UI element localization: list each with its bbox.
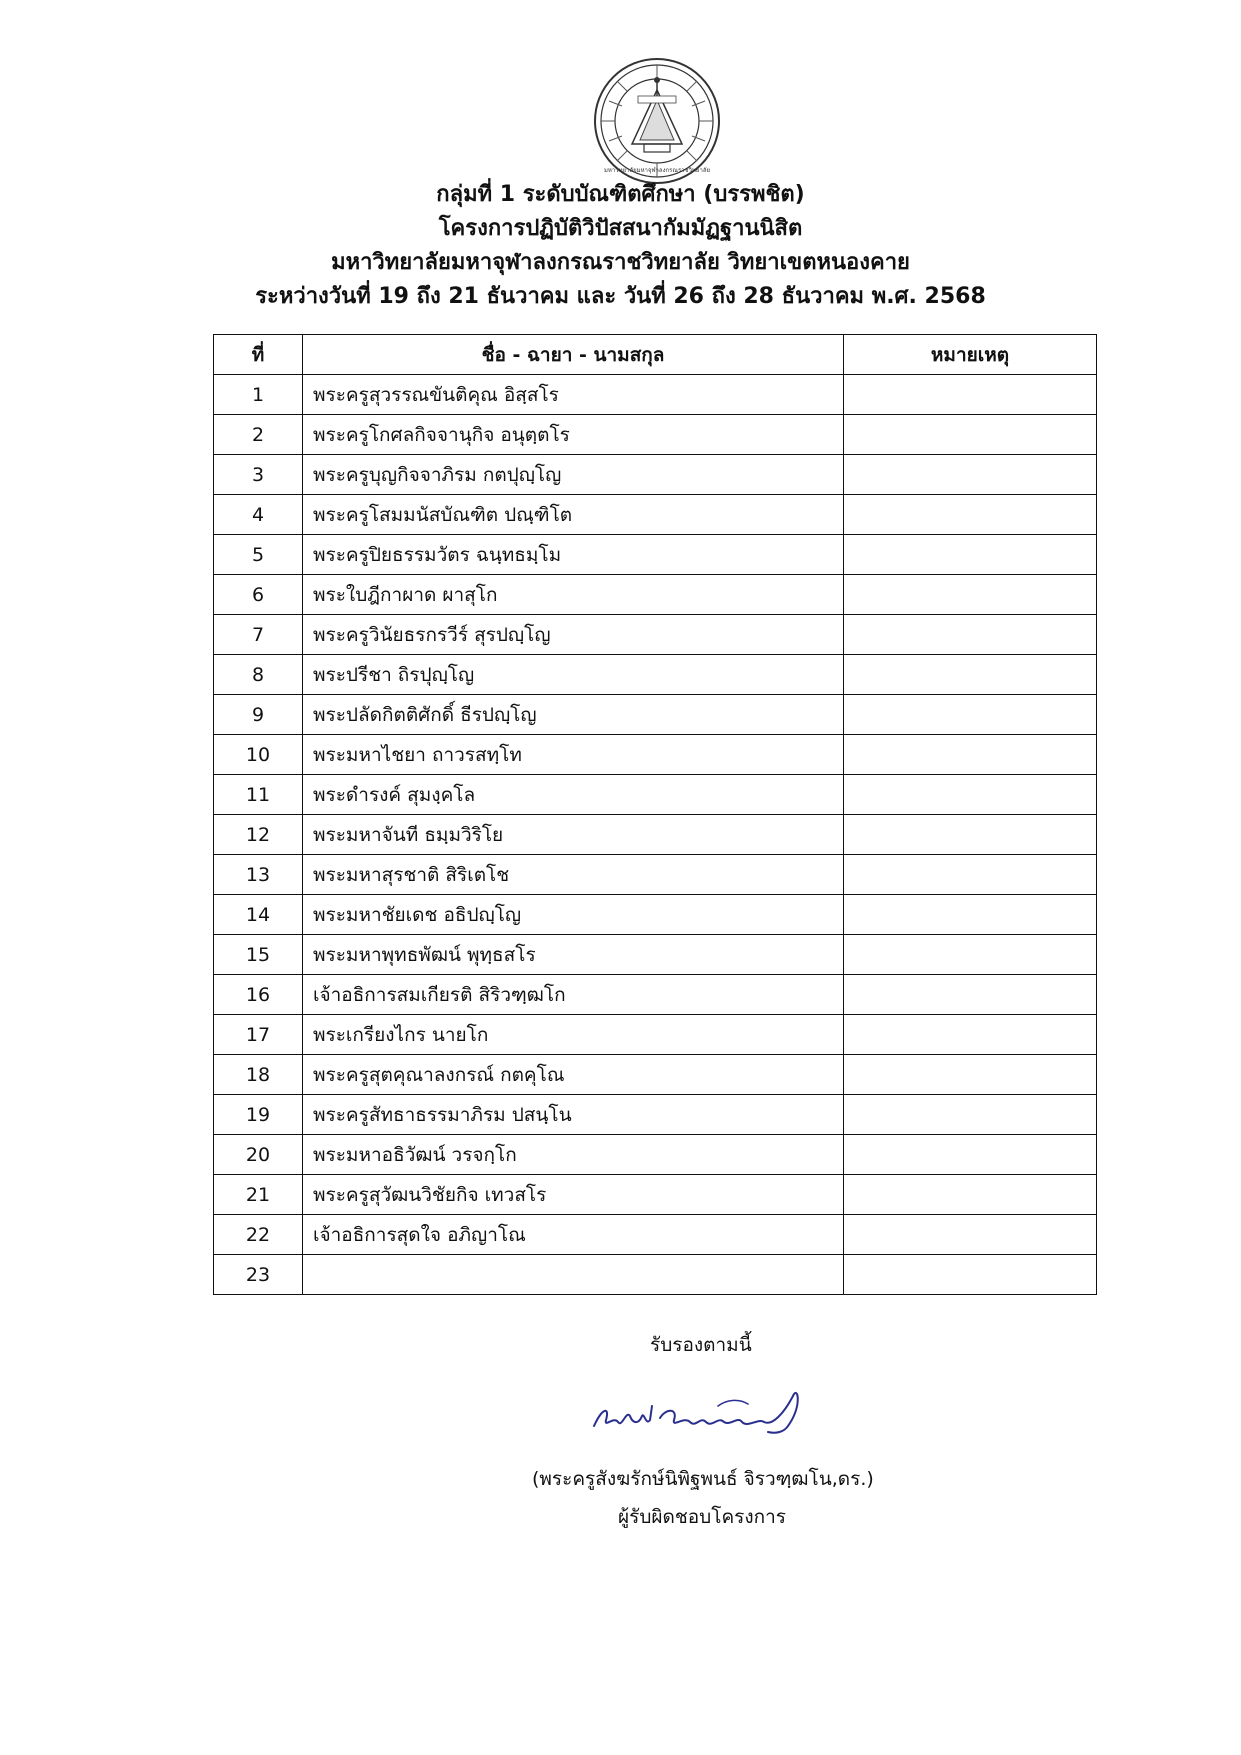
row-note bbox=[844, 495, 1097, 535]
row-note bbox=[844, 815, 1097, 855]
row-number: 18 bbox=[214, 1055, 303, 1095]
row-number: 22 bbox=[214, 1215, 303, 1255]
handwritten-signature bbox=[588, 1386, 808, 1446]
row-number: 19 bbox=[214, 1095, 303, 1135]
row-note bbox=[844, 455, 1097, 495]
table-row bbox=[214, 695, 1097, 735]
table-row bbox=[214, 935, 1097, 975]
table-row bbox=[214, 415, 1097, 455]
row-number: 23 bbox=[214, 1255, 303, 1295]
row-name: พระมหาอธิวัฒน์ วรจกฺโก bbox=[303, 1135, 844, 1175]
signer-name: (พระครูสังฆรักษ์นิพิฐพนธ์ จิรวฑฺฒโน,ดร.) bbox=[532, 1468, 874, 1490]
row-number: 5 bbox=[214, 535, 303, 575]
table-row bbox=[214, 535, 1097, 575]
row-number: 14 bbox=[214, 895, 303, 935]
table-row bbox=[214, 455, 1097, 495]
row-note bbox=[844, 935, 1097, 975]
row-note bbox=[844, 415, 1097, 455]
row-note bbox=[844, 575, 1097, 615]
row-note bbox=[844, 615, 1097, 655]
row-name: พระครูวินัยธรกรวีร์ สุรปญฺโญ bbox=[303, 615, 844, 655]
row-note bbox=[844, 975, 1097, 1015]
roster-body bbox=[214, 375, 1097, 1295]
table-row bbox=[214, 735, 1097, 775]
seal-text: มหาวิทยาลัยมหาจุฬาลงกรณราชวิทยาลัย bbox=[603, 167, 711, 174]
row-name: พระครูปิยธรรมวัตร ฉนฺทธมฺโม bbox=[303, 535, 844, 575]
row-note bbox=[844, 1175, 1097, 1215]
row-number: 15 bbox=[214, 935, 303, 975]
row-name: พระครูสุตคุณาลงกรณ์ กตคุโณ bbox=[303, 1055, 844, 1095]
row-number: 13 bbox=[214, 855, 303, 895]
row-note bbox=[844, 1095, 1097, 1135]
row-name: พระมหาชัยเดช อธิปญฺโญ bbox=[303, 895, 844, 935]
row-note bbox=[844, 775, 1097, 815]
heading-project: โครงการปฏิบัติวิปัสสนากัมมัฏฐานนิสิต bbox=[438, 216, 803, 241]
row-name: พระครูโสมมนัสบัณฑิต ปณฺฑิโต bbox=[303, 495, 844, 535]
row-name: พระครูบุญกิจจาภิรม กตปุญฺโญ bbox=[303, 455, 844, 495]
document-heading bbox=[0, 178, 1241, 314]
row-note bbox=[844, 375, 1097, 415]
table-row bbox=[214, 895, 1097, 935]
row-name: พระครูสุวัฒนวิชัยกิจ เทวสโร bbox=[303, 1175, 844, 1215]
table-row bbox=[214, 1215, 1097, 1255]
row-number: 17 bbox=[214, 1015, 303, 1055]
header-note: หมายเหตุ bbox=[844, 335, 1097, 375]
table-row bbox=[214, 1015, 1097, 1055]
row-note bbox=[844, 735, 1097, 775]
row-number: 1 bbox=[214, 375, 303, 415]
row-name: พระใบฎีกาผาด ผาสุโก bbox=[303, 575, 844, 615]
table-row bbox=[214, 1175, 1097, 1215]
row-name: พระครูโกศลกิจจานุกิจ อนุตฺตโร bbox=[303, 415, 844, 455]
row-name: พระครูสัทธาธรรมาภิรม ปสนฺโน bbox=[303, 1095, 844, 1135]
row-number: 3 bbox=[214, 455, 303, 495]
row-name: เจ้าอธิการสุดใจ อภิญาโณ bbox=[303, 1215, 844, 1255]
table-row bbox=[214, 815, 1097, 855]
table-row bbox=[214, 1135, 1097, 1175]
row-name: พระมหาสุรชาติ สิริเตโช bbox=[303, 855, 844, 895]
row-note bbox=[844, 1135, 1097, 1175]
row-note bbox=[844, 655, 1097, 695]
row-name: พระปลัดกิตติศักดิ์ ธีรปญฺโญ bbox=[303, 695, 844, 735]
row-number: 21 bbox=[214, 1175, 303, 1215]
table-row bbox=[214, 575, 1097, 615]
header-name: ชื่อ - ฉายา - นามสกุล bbox=[303, 335, 844, 375]
row-number: 8 bbox=[214, 655, 303, 695]
row-number: 6 bbox=[214, 575, 303, 615]
row-note bbox=[844, 1215, 1097, 1255]
row-number: 12 bbox=[214, 815, 303, 855]
row-note bbox=[844, 535, 1097, 575]
row-name: พระมหาพุทธพัฒน์ พุทฺธสโร bbox=[303, 935, 844, 975]
table-row bbox=[214, 1095, 1097, 1135]
signer-role: ผู้รับผิดชอบโครงการ bbox=[618, 1506, 787, 1528]
table-row bbox=[214, 975, 1097, 1015]
row-name: พระดำรงค์ สุมงฺคโล bbox=[303, 775, 844, 815]
row-note bbox=[844, 895, 1097, 935]
row-number: 16 bbox=[214, 975, 303, 1015]
row-number: 11 bbox=[214, 775, 303, 815]
roster-table bbox=[213, 334, 1097, 1295]
table-header-row bbox=[214, 335, 1097, 375]
table-row bbox=[214, 855, 1097, 895]
table-row bbox=[214, 655, 1097, 695]
row-note bbox=[844, 695, 1097, 735]
row-note bbox=[844, 1015, 1097, 1055]
row-number: 2 bbox=[214, 415, 303, 455]
row-name bbox=[303, 1255, 844, 1295]
row-name: พระเกรียงไกร นายโก bbox=[303, 1015, 844, 1055]
table-row bbox=[214, 375, 1097, 415]
row-note bbox=[844, 1055, 1097, 1095]
heading-dates: ระหว่างวันที่ 19 ถึง 21 ธันวาคม และ วันที่ 26 ถึง 28 ธันวาคม พ.ศ. 2568 bbox=[255, 284, 986, 309]
row-note bbox=[844, 855, 1097, 895]
heading-group: กลุ่มที่ 1 ระดับบัณฑิตศึกษา (บรรพชิต) bbox=[436, 182, 805, 207]
row-number: 20 bbox=[214, 1135, 303, 1175]
heading-university: มหาวิทยาลัยมหาจุฬาลงกรณราชวิทยาลัย วิทยาเขตหนองคาย bbox=[331, 250, 910, 275]
row-name: พระปรีชา ถิรปุญฺโญ bbox=[303, 655, 844, 695]
table-row bbox=[214, 615, 1097, 655]
row-note bbox=[844, 1255, 1097, 1295]
row-number: 10 bbox=[214, 735, 303, 775]
table-row bbox=[214, 495, 1097, 535]
row-name: พระมหาไชยา ถาวรสทฺโท bbox=[303, 735, 844, 775]
table-row bbox=[214, 1255, 1097, 1295]
university-seal-icon bbox=[592, 56, 722, 186]
table-row bbox=[214, 1055, 1097, 1095]
row-number: 9 bbox=[214, 695, 303, 735]
row-name: พระมหาจันที ธมฺมวิริโย bbox=[303, 815, 844, 855]
row-number: 7 bbox=[214, 615, 303, 655]
row-number: 4 bbox=[214, 495, 303, 535]
row-name: พระครูสุวรรณขันติคุณ อิสฺสโร bbox=[303, 375, 844, 415]
table-row bbox=[214, 775, 1097, 815]
certification-text: รับรองตามนี้ bbox=[650, 1334, 752, 1356]
row-name: เจ้าอธิการสมเกียรติ สิริวฑฺฒโก bbox=[303, 975, 844, 1015]
header-number: ที่ bbox=[214, 335, 303, 375]
